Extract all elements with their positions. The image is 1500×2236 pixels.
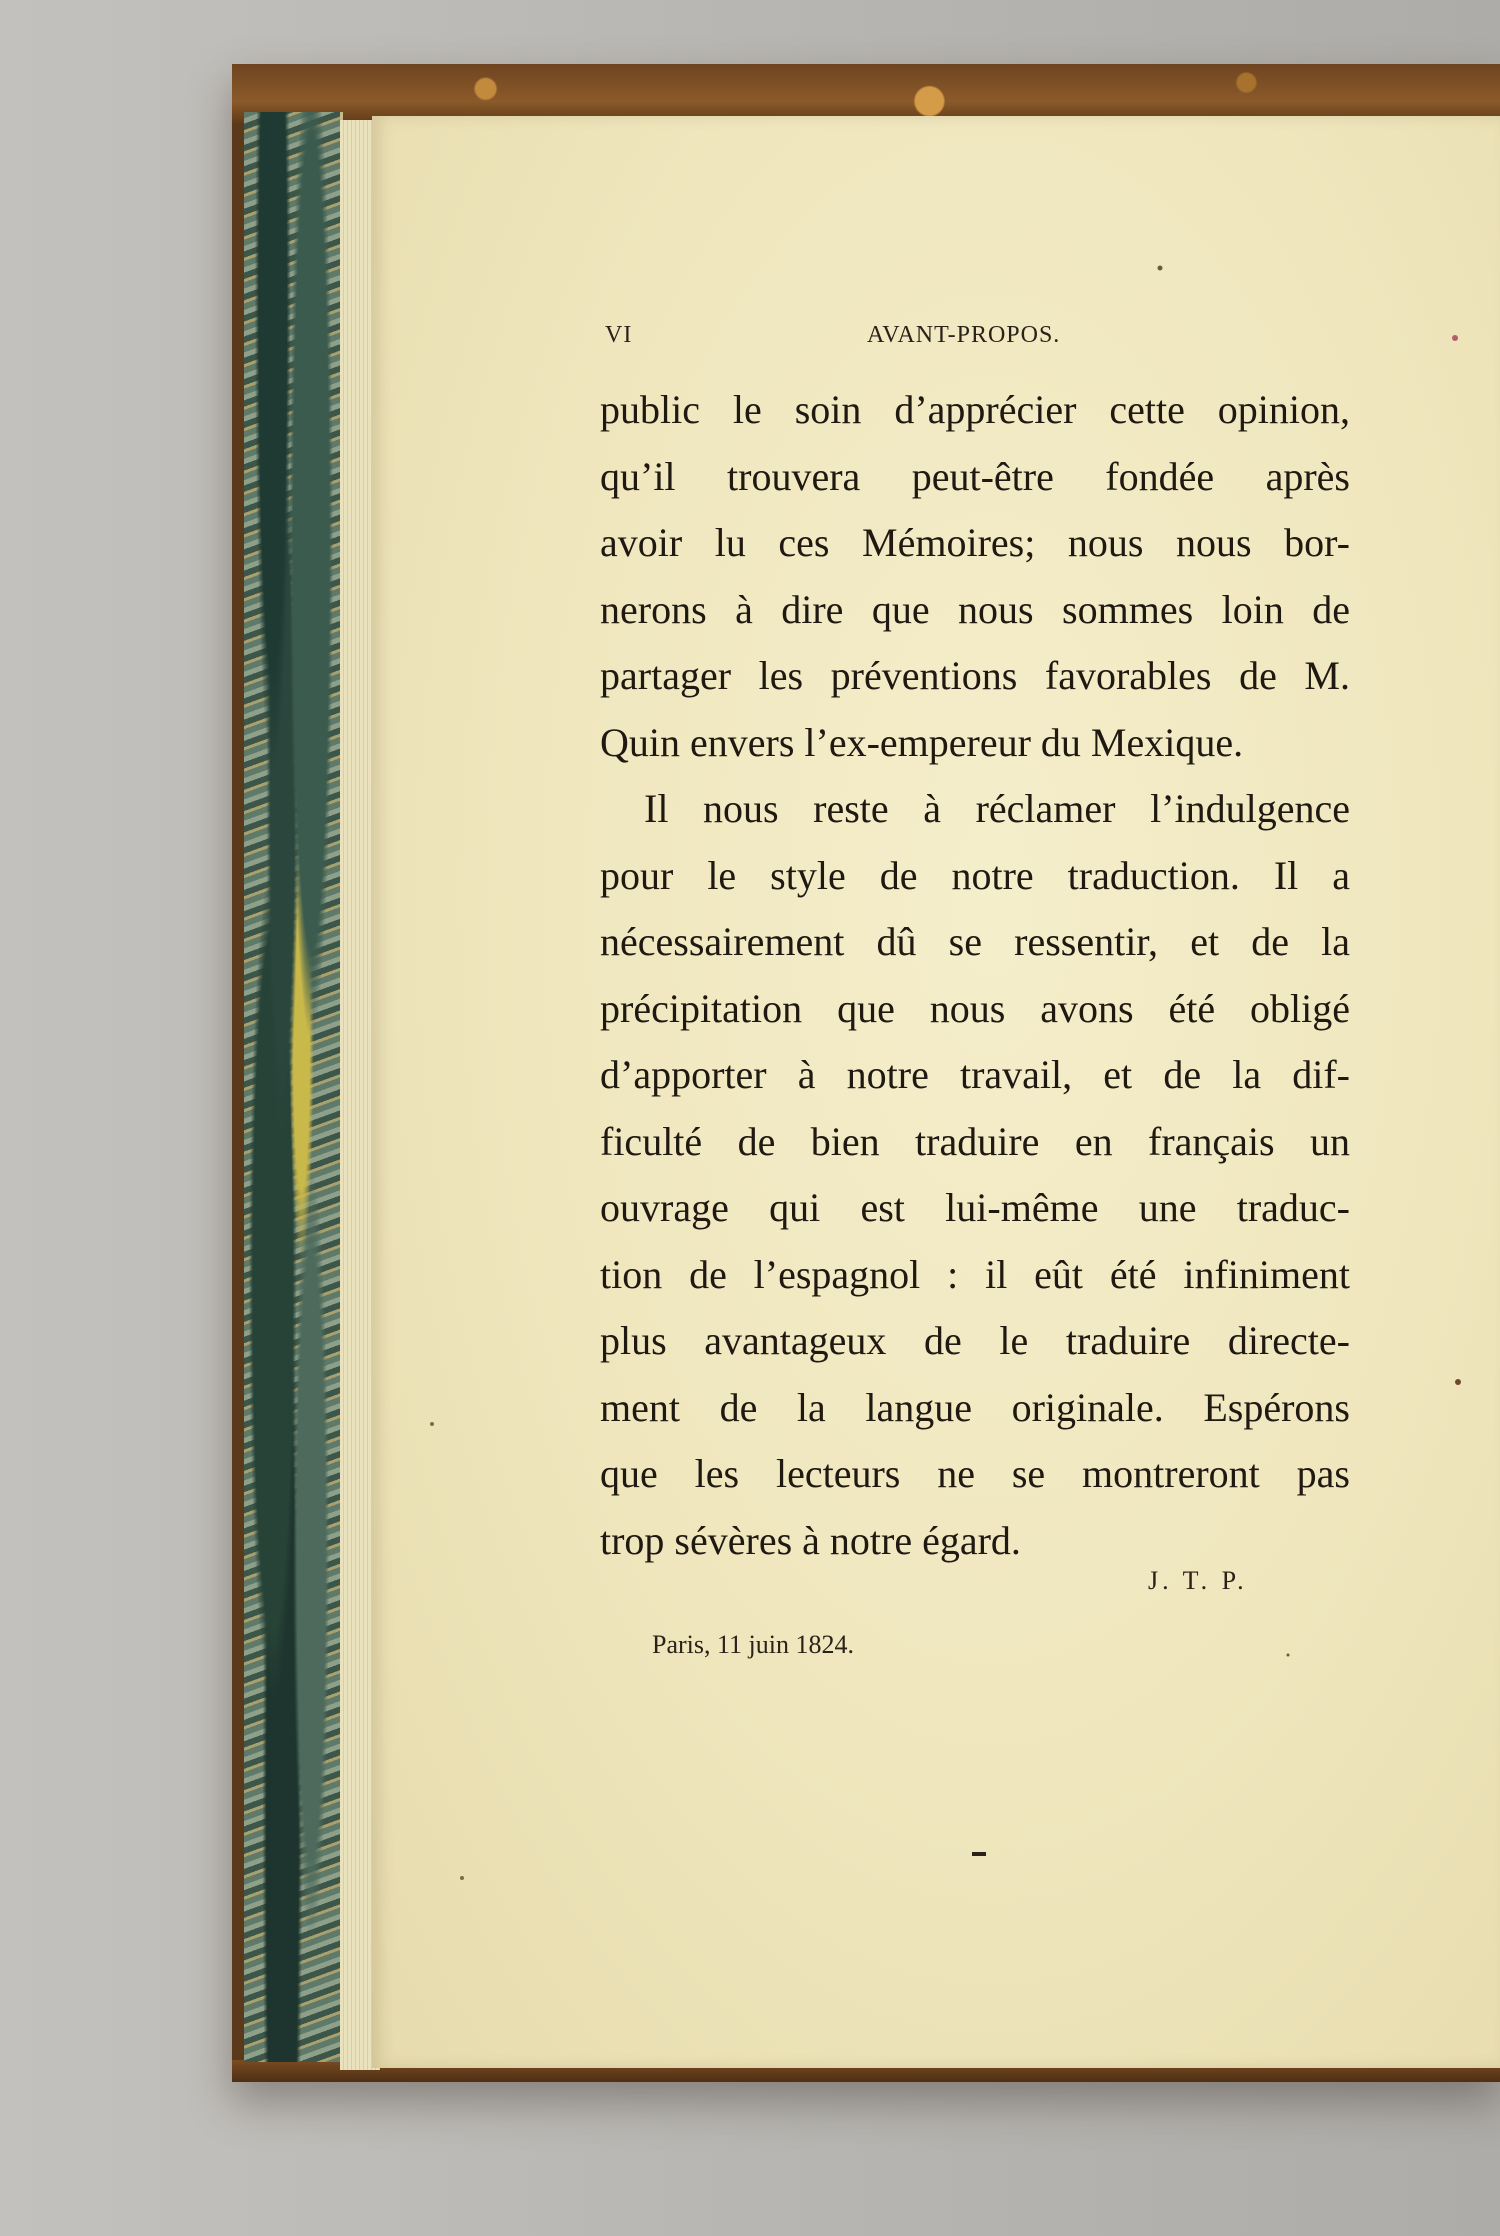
signature-initials: J. T. P.	[1148, 1566, 1248, 1595]
text-line: plus avantageux de le traduire directe-	[600, 1318, 1350, 1363]
text-line: précipitation que nous avons été obligé	[600, 985, 1350, 1031]
text-line: trop sévères à notre égard.	[600, 1517, 1021, 1563]
text-line: ment de la langue originale. Espérons	[600, 1384, 1350, 1430]
running-head	[605, 322, 1355, 358]
text-line: avoir lu ces Mémoires; nous nous bor-	[600, 520, 1350, 565]
text-line: pour le style de notre traduction. Il a	[600, 852, 1350, 898]
text-line: qu’il trouvera peut-être fondée après	[600, 453, 1350, 499]
marbled-endpaper	[244, 112, 343, 2062]
text-line: ficulté de bien traduire en français un	[600, 1118, 1350, 1164]
text-line: que les lecteurs ne se montreront pas	[600, 1451, 1350, 1496]
text-line: nerons à dire que nous sommes loin de	[600, 586, 1350, 632]
text-line: d’apporter à notre travail, et de la dif-	[600, 1052, 1350, 1097]
page-number: VI	[605, 322, 633, 348]
running-title: AVANT-PROPOS.	[867, 322, 1061, 348]
text-line: tion de l’espagnol : il eût été infiniment	[600, 1251, 1350, 1297]
text-line: Quin envers l’ex-empereur du Mexique.	[600, 719, 1244, 765]
dateline: Paris, 11 juin 1824.	[652, 1630, 854, 1659]
text-line: nécessairement dû se ressentir, et de la	[600, 919, 1350, 964]
text-line: ouvrage qui est lui-même une traduc-	[600, 1185, 1350, 1230]
text-line: partager les préventions favorables de M.	[600, 653, 1350, 698]
text-line: public le soin d’apprécier cette opinion,	[600, 387, 1350, 432]
text-line: Il nous reste à réclamer l’indulgence	[644, 786, 1350, 831]
body-text	[600, 377, 1350, 1574]
